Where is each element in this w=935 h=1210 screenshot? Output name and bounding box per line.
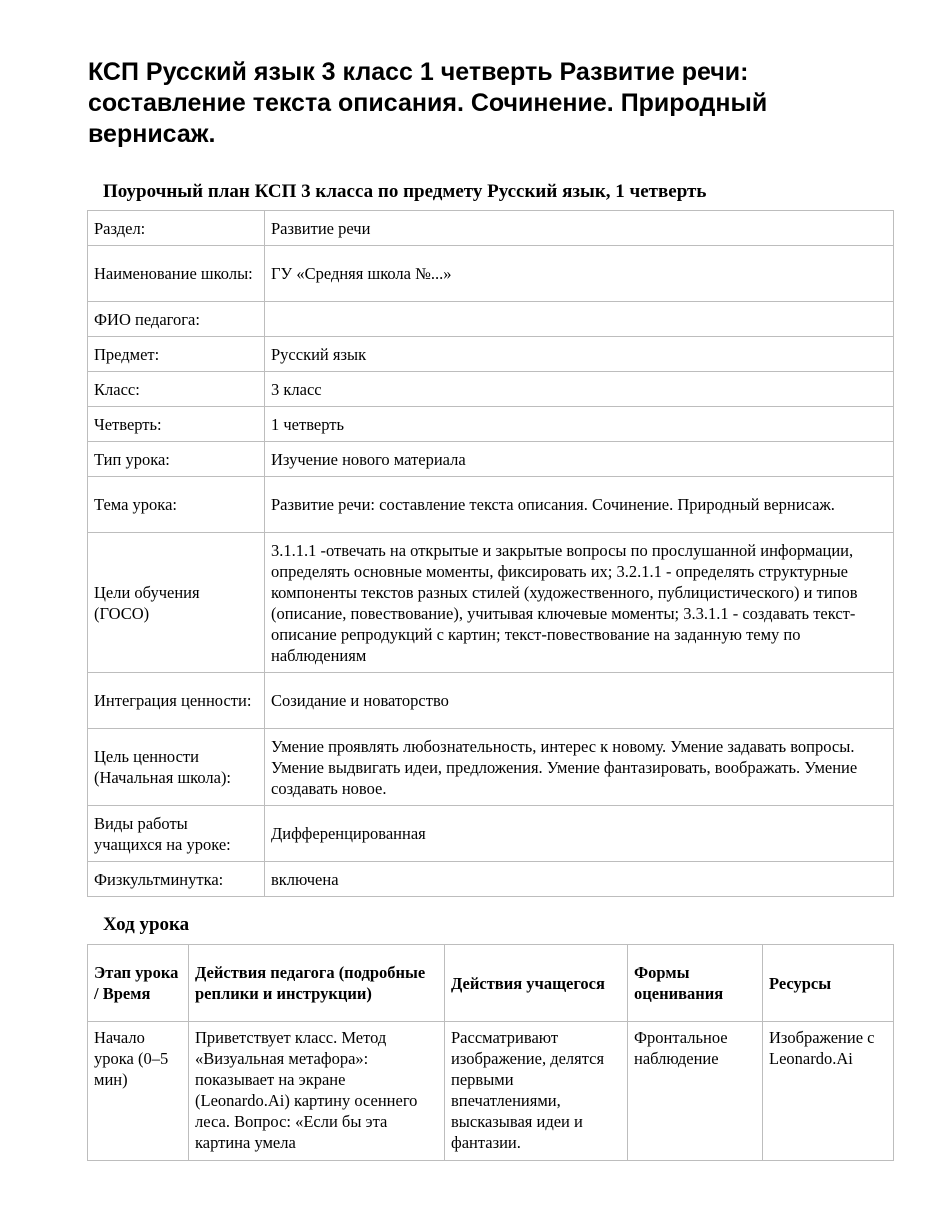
cell-stage: Начало урока (0–5 мин) bbox=[88, 1022, 189, 1161]
table-row bbox=[88, 806, 894, 862]
row-label-section: Раздел: bbox=[88, 211, 265, 246]
row-label-exercise-break: Физкультминутка: bbox=[88, 862, 265, 897]
row-value-grade: 3 класс bbox=[265, 372, 894, 407]
plan-heading: Поурочный план КСП 3 класса по предмету Русский язык, 1 четверть bbox=[103, 181, 707, 202]
table-row bbox=[88, 673, 894, 729]
row-label-subject: Предмет: bbox=[88, 337, 265, 372]
header-stage: Этап урока / Время bbox=[88, 945, 189, 1022]
table-row bbox=[88, 862, 894, 897]
row-value-quarter: 1 четверть bbox=[265, 407, 894, 442]
header-student-actions: Действия учащегося bbox=[445, 945, 628, 1022]
row-value-subject: Русский язык bbox=[265, 337, 894, 372]
row-label-work-types: Виды работы учащихся на уроке: bbox=[88, 806, 265, 862]
lesson-heading: Ход урока bbox=[103, 914, 190, 935]
table-row bbox=[88, 729, 894, 806]
cell-student-actions: Рассматривают изображение, делятся первыми впечатлениями, высказывая идеи и фантазии. bbox=[445, 1022, 628, 1161]
table-row bbox=[88, 477, 894, 533]
row-value-teacher bbox=[265, 302, 894, 337]
row-label-value-goal: Цель ценности (Начальная школа): bbox=[88, 729, 265, 806]
row-label-school: Наименование школы: bbox=[88, 246, 265, 302]
cell-assessment: Фронтальное наблюдение bbox=[628, 1022, 763, 1161]
row-label-grade: Класс: bbox=[88, 372, 265, 407]
table-row bbox=[88, 442, 894, 477]
header-resources: Ресурсы bbox=[763, 945, 894, 1022]
table-row bbox=[88, 533, 894, 673]
cell-resources: Изображение с Leonardo.Ai bbox=[763, 1022, 894, 1161]
lesson-info-table bbox=[87, 210, 894, 897]
table-row bbox=[88, 337, 894, 372]
lesson-flow-table bbox=[87, 944, 894, 1161]
row-value-value-goal: Умение проявлять любознательность, интерес к новому. Умение задавать вопросы. Умение выдвигать идеи, предложения. Умение фантазировать, воображать. Умение создавать новое. bbox=[265, 729, 894, 806]
table-row bbox=[88, 211, 894, 246]
header-teacher-actions: Действия педагога (подробные реплики и инструкции) bbox=[189, 945, 445, 1022]
header-assessment: Формы оценивания bbox=[628, 945, 763, 1022]
table-row bbox=[88, 1022, 894, 1161]
cell-teacher-actions: Приветствует класс. Метод «Визуальная метафора»: показывает на экране (Leonardo.Ai) картину осеннего леса. Вопрос: «Если бы эта картина умела bbox=[189, 1022, 445, 1161]
row-value-work-types: Дифференцированная bbox=[265, 806, 894, 862]
row-label-goals: Цели обучения (ГОСО) bbox=[88, 533, 265, 673]
table-row bbox=[88, 407, 894, 442]
row-value-school: ГУ «Средняя школа №...» bbox=[265, 246, 894, 302]
row-value-exercise-break: включена bbox=[265, 862, 894, 897]
row-label-teacher: ФИО педагога: bbox=[88, 302, 265, 337]
document-title: КСП Русский язык 3 класс 1 четверть Развитие речи: составление текста описания. Сочинение. Природный вернисаж. bbox=[88, 58, 768, 148]
table-row bbox=[88, 372, 894, 407]
table-header-row bbox=[88, 945, 894, 1022]
row-label-quarter: Четверть: bbox=[88, 407, 265, 442]
row-label-lesson-type: Тип урока: bbox=[88, 442, 265, 477]
row-label-topic: Тема урока: bbox=[88, 477, 265, 533]
row-value-lesson-type: Изучение нового материала bbox=[265, 442, 894, 477]
row-value-topic: Развитие речи: составление текста описания. Сочинение. Природный вернисаж. bbox=[265, 477, 894, 533]
row-value-section: Развитие речи bbox=[265, 211, 894, 246]
row-label-value-integration: Интеграция ценности: bbox=[88, 673, 265, 729]
table-row bbox=[88, 246, 894, 302]
table-row bbox=[88, 302, 894, 337]
row-value-value-integration: Созидание и новаторство bbox=[265, 673, 894, 729]
row-value-goals: 3.1.1.1 -отвечать на открытые и закрытые вопросы по прослушанной информации, определять основные моменты, фиксировать их; 3.2.1.1 - определять структурные компоненты текстов разных стилей (художественного, публицистического) и типов (описание, повествование), учитывая ключевые моменты; 3.3.1.1 - создавать текст-описание репродукций с картин; текст-повествование на заданную тему по наблюдениям bbox=[265, 533, 894, 673]
